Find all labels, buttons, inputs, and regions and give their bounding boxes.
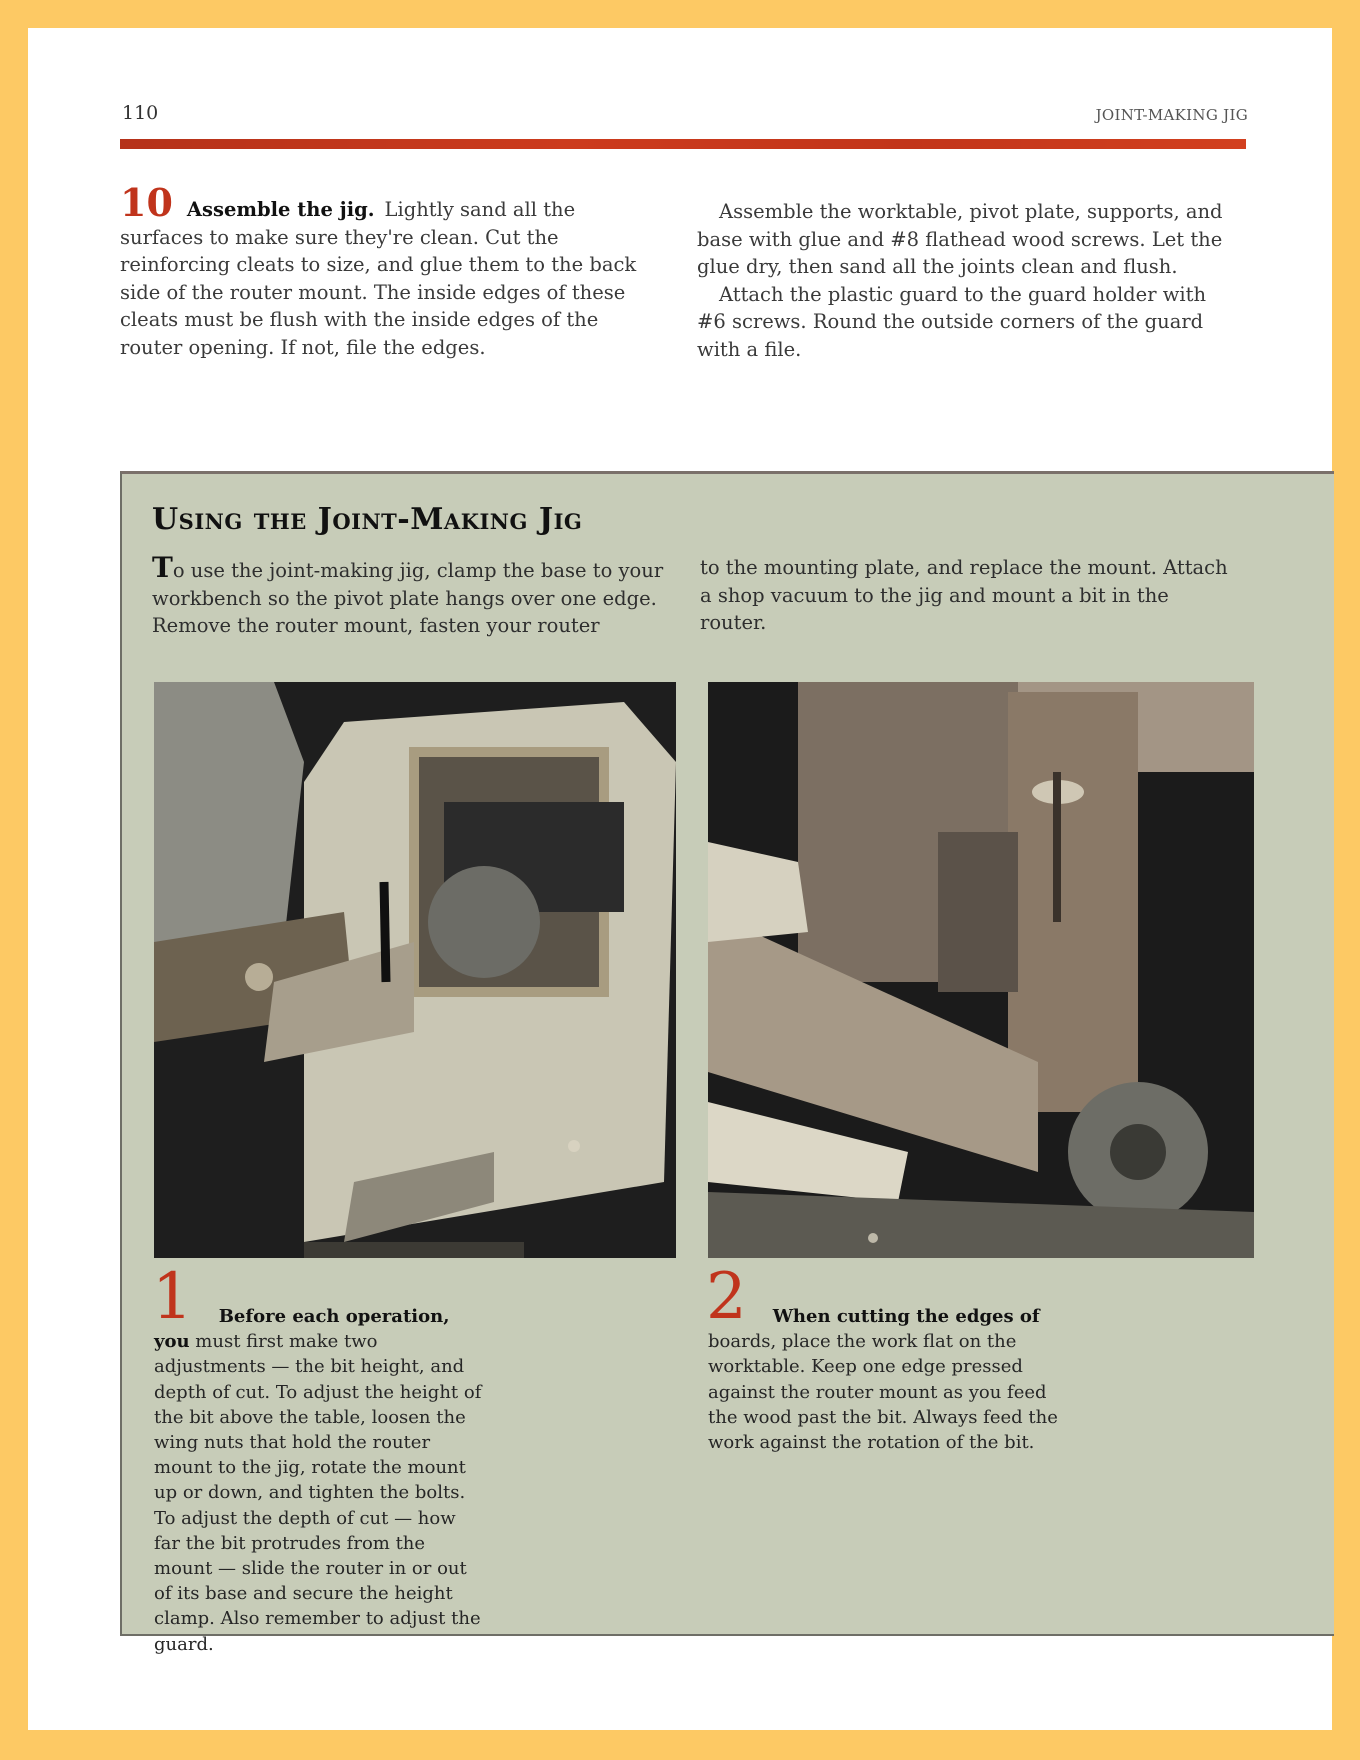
photo-2-illustration [708,682,1254,1258]
step-text: Lightly sand all the surfaces to make sure they're clean. Cut the reinforcing cleats to size, and glue them to the back side of the router mount. The inside edges of these cleats must be flush with the inside edges of the router opening. If not, file the edges. [120,198,637,359]
step-10-column-right [697,198,1237,364]
sidebar-box [120,471,1334,1655]
drop-cap: T [152,551,173,584]
photo-1-illustration [154,682,676,1258]
guard-paragraph: Attach the plastic guard to the guard holder with #6 screws. Round the outside corners of the guard with a file. [697,282,1207,361]
sidebar-intro-right [700,554,1240,637]
header-rule [120,139,1246,149]
intro-text-left: o use the joint-making jig, clamp the base to your workbench so the pivot plate hangs over one edge. Remove the router mount, fasten your router [152,559,664,637]
caption-2 [706,1260,1058,1455]
photo-adjusting-router-mount [154,682,676,1258]
sidebar-intro-left [152,551,700,640]
step-number: 10 [120,180,173,225]
sidebar-title: Using the Joint-Making Jig [152,502,583,537]
intro-text-right: to the mounting plate, and replace the mount. Attach a shop vacuum to the jig and mount a bit in the router. [700,556,1228,634]
page-number: 110 [122,102,159,124]
photo-cutting-board-edges [708,682,1254,1258]
caption-1-text: must first make two adjustments — the bit height, and depth of cut. To adjust the height of the bit above the table, loosen the wing nuts that hold the router mount to the jig, rotate the mount up or down, and tighten the bolts. To adjust the depth of cut — how far the bit protrudes from the mount — slide the router in or out of its base and secure the height clamp. Also remember to adjust the guard. [154,1331,482,1655]
assembly-paragraph: Assemble the worktable, pivot plate, supports, and base with glue and #8 flathead wood screws. Let the glue dry, then sand all the joints clean and flush. [697,200,1223,279]
caption-1-number: 1 [152,1260,193,1334]
caption-2-number: 2 [706,1260,747,1334]
step-lead: Assemble the jig. [186,198,375,221]
running-head: JOINT-MAKING JIG [1095,106,1248,124]
caption-2-text: boards, place the work flat on the worktable. Keep one edge pressed against the router mount as you feed the wood past the bit. Always feed the work against the rotation of the bit. [708,1331,1058,1454]
step-10-paragraph [120,180,648,362]
caption-1 [152,1260,484,1657]
caption-2-lead: When cutting the edges of [772,1306,1040,1327]
caption-1-lead: Before each operation, you [154,1306,450,1353]
step-10-column-left [120,180,648,362]
